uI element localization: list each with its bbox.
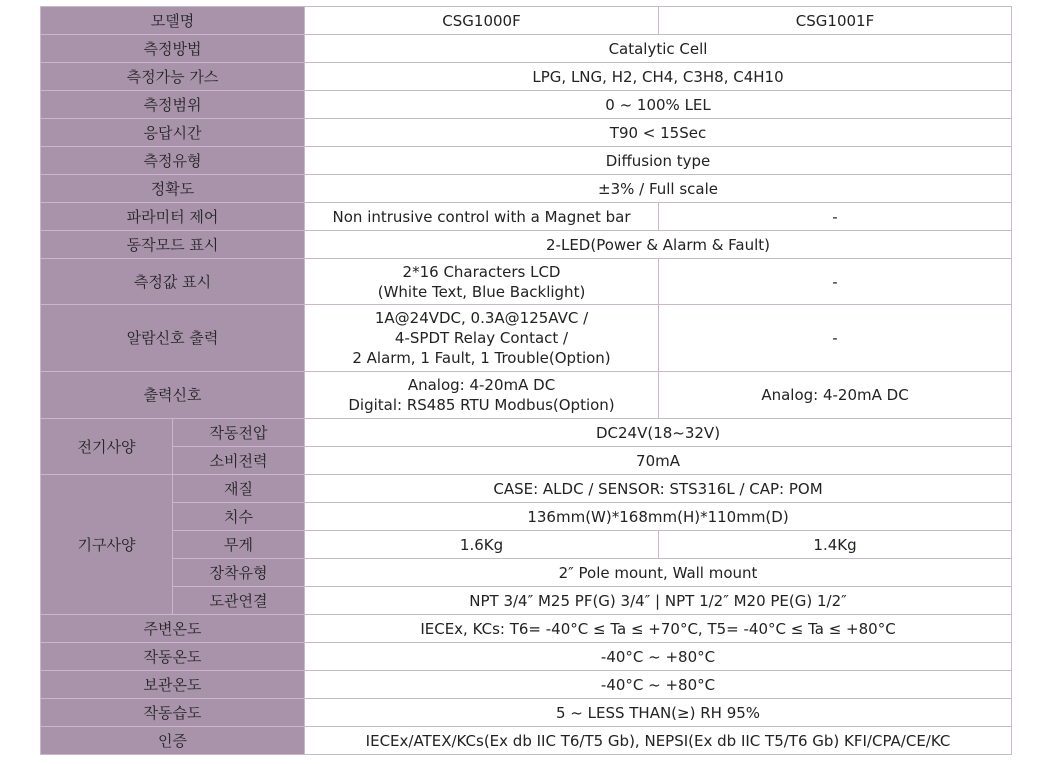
dimension-value: 136mm(W)*168mm(H)*110mm(D)	[305, 503, 1012, 531]
storage-value: -40°C ~ +80°C	[305, 671, 1012, 699]
material-value: CASE: ALDC / SENSOR: STS316L / CAP: POM	[305, 475, 1012, 503]
row-method	[41, 35, 1012, 63]
response-value: T90 < 15Sec	[305, 119, 1012, 147]
output-line-1: Analog: 4-20mA DC	[407, 376, 556, 394]
row-weight	[41, 531, 1012, 559]
gases-value: LPG, LNG, H2, CH4, C3H8, C4H10	[305, 63, 1012, 91]
humidity-value: 5 ~ LESS THAN(≥) RH 95%	[305, 699, 1012, 727]
alarm-line-2: 4-SPDT Relay Contact /	[394, 329, 569, 347]
row-ambient	[41, 615, 1012, 643]
alarm-label: 알람신호 출력	[41, 305, 305, 372]
row-humidity	[41, 699, 1012, 727]
alarm-line-3: 2 Alarm, 1 Fault, 1 Trouble(Option)	[352, 349, 611, 367]
voltage-value: DC24V(18~32V)	[305, 419, 1012, 447]
output-value-1	[305, 372, 659, 419]
row-param	[41, 203, 1012, 231]
mount-value: 2″ Pole mount, Wall mount	[305, 559, 1012, 587]
accuracy-label: 정확도	[41, 175, 305, 203]
material-label: 재질	[173, 475, 305, 503]
weight-value-1: 1.6Kg	[305, 531, 659, 559]
row-conduit	[41, 587, 1012, 615]
alarm-line-1: 1A@24VDC, 0.3A@125AVC /	[374, 309, 589, 327]
row-voltage	[41, 419, 1012, 447]
param-value-1: Non intrusive control with a Magnet bar	[305, 203, 659, 231]
row-range	[41, 91, 1012, 119]
row-accuracy	[41, 175, 1012, 203]
row-alarm	[41, 305, 1012, 372]
power-label: 소비전력	[173, 447, 305, 475]
model-csg1000f: CSG1000F	[305, 7, 659, 35]
row-operating	[41, 643, 1012, 671]
type-value: Diffusion type	[305, 147, 1012, 175]
row-model	[41, 7, 1012, 35]
mount-label: 장착유형	[173, 559, 305, 587]
alarm-value-2: -	[659, 305, 1012, 372]
row-output	[41, 372, 1012, 419]
alarm-value-1	[305, 305, 659, 372]
row-material	[41, 475, 1012, 503]
row-dimension	[41, 503, 1012, 531]
dimension-label: 치수	[173, 503, 305, 531]
ambient-value: IECEx, KCs: T6= -40°C ≤ Ta ≤ +70°C, T5= -40°C ≤ Ta ≤ +80°C	[305, 615, 1012, 643]
row-display	[41, 259, 1012, 305]
row-type	[41, 147, 1012, 175]
response-label: 응답시간	[41, 119, 305, 147]
operating-label: 작동온도	[41, 643, 305, 671]
display-line-1: 2*16 Characters LCD	[402, 262, 561, 281]
output-label: 출력신호	[41, 372, 305, 419]
range-label: 측정범위	[41, 91, 305, 119]
display-value-1	[305, 259, 659, 305]
row-mode	[41, 231, 1012, 259]
row-mount	[41, 559, 1012, 587]
row-power	[41, 447, 1012, 475]
row-gases	[41, 63, 1012, 91]
storage-label: 보관온도	[41, 671, 305, 699]
humidity-label: 작동습도	[41, 699, 305, 727]
spec-table	[40, 6, 1012, 755]
model-csg1001f: CSG1001F	[659, 7, 1012, 35]
method-value: Catalytic Cell	[305, 35, 1012, 63]
voltage-label: 작동전압	[173, 419, 305, 447]
row-cert	[41, 727, 1012, 755]
output-value-2: Analog: 4-20mA DC	[659, 372, 1012, 419]
range-value: 0 ~ 100% LEL	[305, 91, 1012, 119]
cert-value: IECEx/ATEX/KCs(Ex db IIC T6/T5 Gb), NEPSI(Ex db IIC T5/T6 Gb) KFI/CPA/CE/KC	[305, 727, 1012, 755]
type-label: 측정유형	[41, 147, 305, 175]
output-line-2: Digital: RS485 RTU Modbus(Option)	[348, 396, 615, 414]
ambient-label: 주변온도	[41, 615, 305, 643]
weight-value-2: 1.4Kg	[659, 531, 1012, 559]
row-response	[41, 119, 1012, 147]
conduit-label: 도관연결	[173, 587, 305, 615]
electric-label: 전기사양	[41, 419, 173, 475]
cert-label: 인증	[41, 727, 305, 755]
power-value: 70mA	[305, 447, 1012, 475]
model-label: 모델명	[41, 7, 305, 35]
display-label: 측정값 표시	[41, 259, 305, 305]
param-value-2: -	[659, 203, 1012, 231]
method-label: 측정방법	[41, 35, 305, 63]
operating-value: -40°C ~ +80°C	[305, 643, 1012, 671]
display-value-2: -	[659, 259, 1012, 305]
display-line-2: (White Text, Blue Backlight)	[377, 282, 586, 301]
gases-label: 측정가능 가스	[41, 63, 305, 91]
mode-label: 동작모드 표시	[41, 231, 305, 259]
conduit-value: NPT 3/4″ M25 PF(G) 3/4″ | NPT 1/2″ M20 PE(G) 1/2″	[305, 587, 1012, 615]
accuracy-value: ±3% / Full scale	[305, 175, 1012, 203]
param-label: 파라미터 제어	[41, 203, 305, 231]
mode-value: 2-LED(Power & Alarm & Fault)	[305, 231, 1012, 259]
mechanical-label: 기구사양	[41, 475, 173, 615]
weight-label: 무게	[173, 531, 305, 559]
row-storage	[41, 671, 1012, 699]
